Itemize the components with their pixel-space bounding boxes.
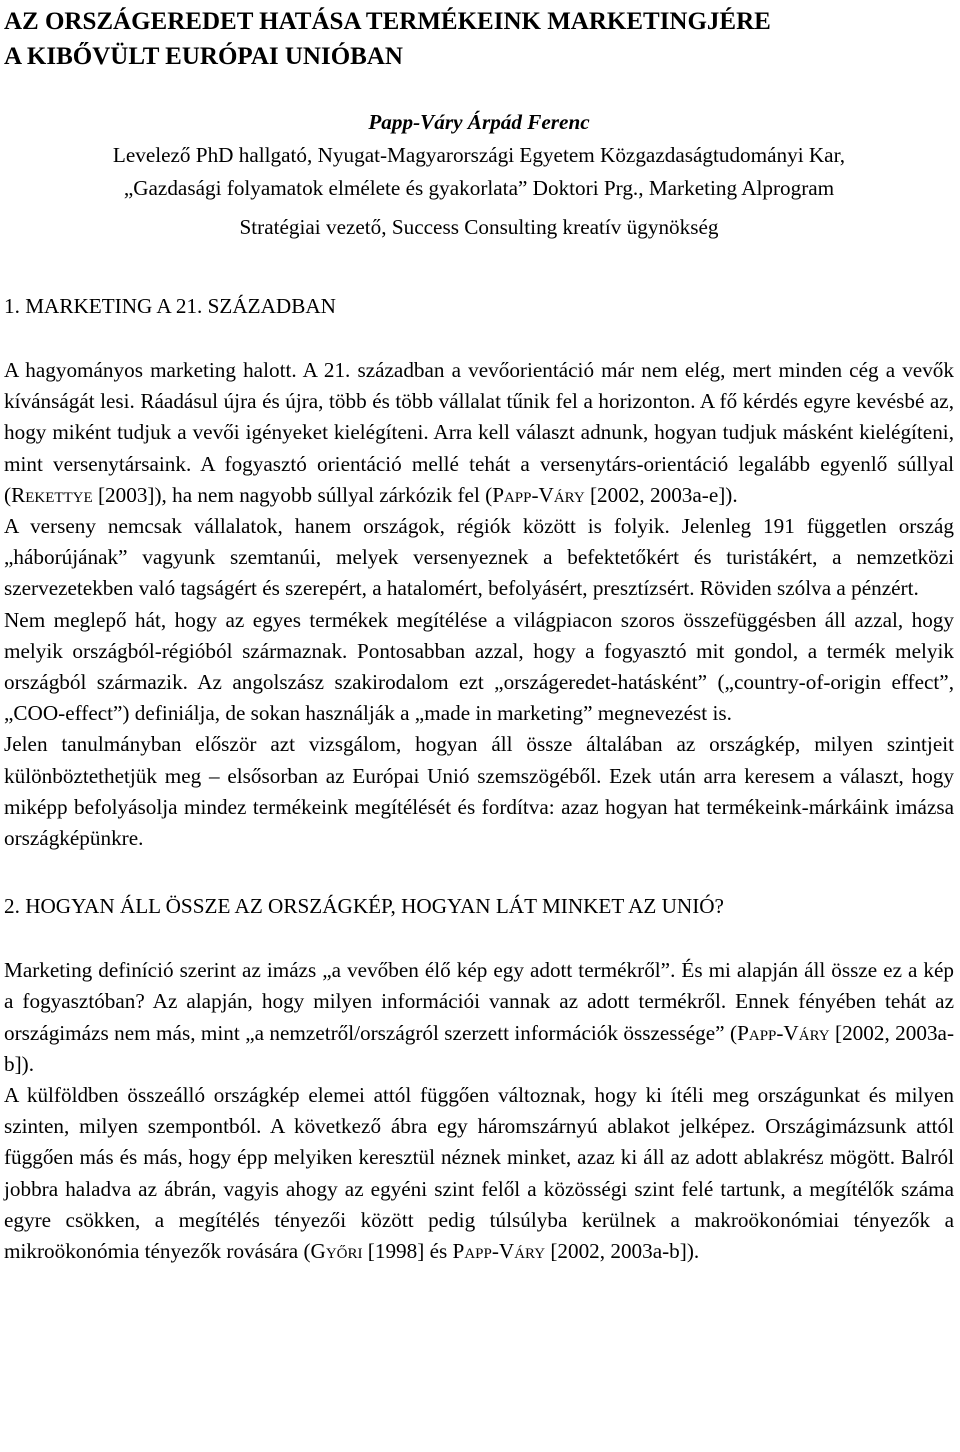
affiliation-line-1: Levelező PhD hallgató, Nyugat-Magyarországi Egyetem Közgazdaságtudományi Kar,	[112, 143, 846, 167]
section-1-paragraph-2: A verseny nemcsak vállalatok, hanem országok, régiók között is folyik. Jelenleg 191 független ország „háborújának” vagyunk szemtanúi, melyek versenyeznek a befektetőkért és turistákért, a nemzetközi szervezetekben való tagságért és szerepért, a hatalomért, befolyásért, presztízsért. Röviden szólva a pénzért.	[4, 514, 954, 601]
citation-author: Papp-Váry	[452, 1239, 546, 1264]
text-run: [1998] és	[362, 1239, 453, 1264]
affiliation-line-3: Stratégiai vezető, Success Consulting kreatív ügynökség	[239, 215, 719, 239]
citation-author: Papp-Váry	[737, 1020, 830, 1045]
text-run: [2002, 2003a-b]).	[545, 1239, 700, 1264]
section-1-heading: 1. MARKETING A 21. SZÁZADBAN	[4, 294, 336, 318]
text-run: [2002, 2003a-b]).	[4, 1020, 955, 1076]
affiliation-line-2: „Gazdasági folyamatok elmélete és gyakorlata” Doktori Prg., Marketing Alprogram	[123, 176, 835, 200]
citation-author: Győri	[310, 1239, 363, 1264]
section-2-heading: 2. HOGYAN ÁLL ÖSSZE AZ ORSZÁGKÉP, HOGYAN LÁT MINKET AZ UNIÓ?	[4, 894, 724, 919]
citation-author: Rekettye	[11, 482, 93, 507]
document-page	[4, 0, 954, 1267]
citation-author: Papp-Váry	[492, 482, 585, 507]
document-title	[4, 4, 954, 74]
section-1-paragraph-4: Jelen tanulmányban először azt vizsgálom, hogyan áll össze általában az országkép, milyen szintjeit különböztethetjük meg – elsősorban az Európai Unió szemszögéből. Ezek után arra keresem a választ, hogy miképp befolyásolja mindez termékeink megítélését és fordítva: azaz hogyan hat termékeink-márkáink imázsa országképünkre.	[4, 732, 954, 851]
section-1-paragraph-1	[4, 355, 954, 511]
text-run: [2002, 2003a-e]).	[584, 482, 738, 507]
section-2-paragraph-1	[4, 955, 954, 1080]
text-run: [2003]), ha nem nagyobb súllyal zárkózik fel (	[92, 482, 493, 507]
section-1-paragraph-3: Nem meglepő hát, hogy az egyes termékek megítélése a világpiacon szoros összefüggésben áll azzal, hogy melyik országból-régióból származnak. Pontosabban azzal, hogy a fogyasztó mit gondol, a termék melyik országból származik. Az angolszász szakirodalom ezt „országeredet-hatásként” („country-of-origin effect”, „COO-effect”) definiálja, de sokan használják a „made in marketing” megnevezést is.	[4, 607, 954, 726]
author-name: Papp-Váry Árpád Ferenc	[368, 110, 590, 134]
text-run: A hagyományos marketing halott. A 21. században a vevőorientáció már nem elég, mert minden cég a vevők kívánságát lesi. Ráadásul újra és újra, több és több vállalat tűnik fel a horizonton. A fő kérdés egyre kevésbé az, hogy miként tudjuk a vevői igényeket kielégíteni. Arra kell választ adnunk, hogyan tudjuk másként kielégíteni, mint versenytársaink. A fogyasztó orientáció mellé tehát a versenytárs-orientáció legalább egyenlő súllyal (	[4, 358, 954, 507]
text-run: Marketing definíció szerint az imázs „a vevőben élő kép egy adott termékről”. És mi alapján áll össze ez a kép a fogyasztóban? Az alapján, hogy milyen információi vannak az adott termékről. Ennek fényében tehát az országimázs nem más, mint „a nemzetről/országról szerzett információk összessége” (	[4, 958, 954, 1045]
title-line-2: A KIBŐVÜLT EURÓPAI UNIÓBAN	[4, 43, 403, 70]
text-run: A külföldben összeálló országkép elemei attól függően változnak, hogy ki ítéli meg országunkat és milyen szinten, milyen szempontból. A következő ábra egy háromszárnyú ablakot jelképez. Országimázsunk attól függően más és más, hogy épp melyiken keresztül néznek minket, azaz ki áll az adott ablakrész mögött. Balról jobbra haladva az ábrán, vagyis ahogy az egyéni szint felől a közösségi szint felé tartunk, a megítélők száma egyre csökken, a megítélés tényezői között pedig túlsúlyba kerülnek a makroökonómiai tényezők a mikroökonómia tényezők rovására (	[4, 1083, 954, 1264]
author-affiliation	[4, 139, 954, 244]
title-line-1: AZ ORSZÁGEREDET HATÁSA TERMÉKEINK MARKETINGJÉRE	[4, 8, 771, 35]
section-2-paragraph-2	[4, 1080, 954, 1267]
